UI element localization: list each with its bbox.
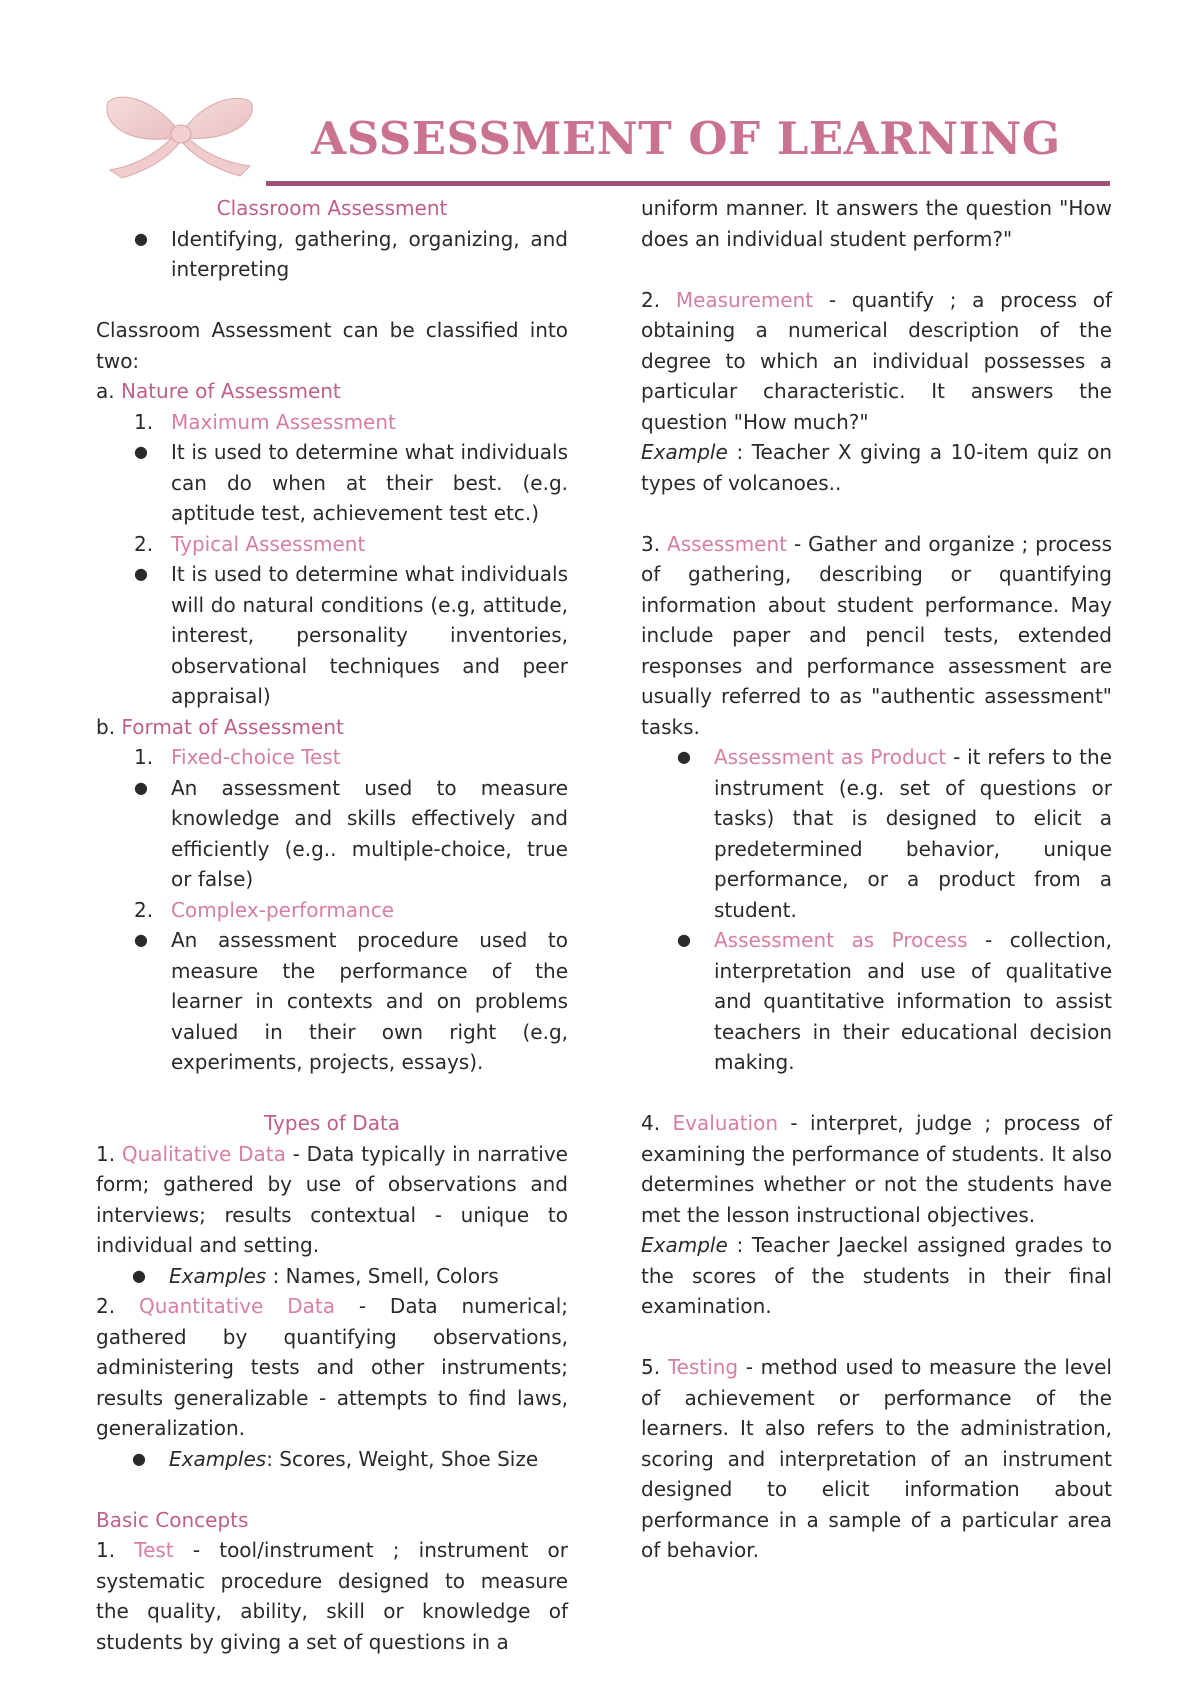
subheading-format: b. Format of Assessment [96, 714, 344, 739]
paragraph-test-cont: uniform manner. It answers the question "How does an individual student perform?" [641, 196, 1112, 251]
list-item: ● Identifying, gathering, organizing, and interpreting [96, 224, 568, 285]
list-item: 1. Maximum Assessment [134, 409, 396, 434]
page-title: ASSESSMENT OF LEARNING [311, 112, 1061, 165]
list-item: ● An assessment procedure used to measure the performance of the learner in contexts and on problems valued in their own right (e.g, experiments, projects, essays). [96, 925, 568, 1078]
list-item: ● It is used to determine what individuals will do natural conditions (e.g, attitude, interest, personality inventories, observational techniques and peer appraisal) [96, 559, 568, 712]
list-item: ● Assessment as Process - collection, interpretation and use of qualitative and quantitative information to assist teachers in their educational decision making. [641, 925, 1112, 1078]
bullet-icon: ● [134, 564, 148, 583]
bullet-icon: ● [134, 930, 148, 949]
paragraph-evaluation: 4. Evaluation - interpret, judge ; process of examining the performance of students. It also determines whether or not the students have met the lesson instructional objectives. [641, 1111, 1112, 1227]
section-heading-types: Types of Data [263, 1111, 401, 1135]
right-column [641, 193, 1112, 1566]
section-heading-basic: Basic Concepts [96, 1507, 249, 1532]
bullet-icon: ● [134, 777, 148, 797]
list-item: 2. Complex-performance [134, 897, 395, 922]
ribbon-bow-icon [100, 90, 260, 180]
paragraph-test: 1. Test - tool/instrument ; instrument or systematic procedure designed to measure the quality, ability, skill or knowledge of students by giving a set of questions in a [96, 1538, 568, 1654]
list-item: ● Examples: Scores, Weight, Shoe Size [96, 1444, 568, 1475]
list-item: ● It is used to determine what individuals can do when at their best. (e.g. aptitude test, achievement test etc.) [96, 437, 568, 529]
list-item: ● Examples : Names, Smell, Colors [96, 1261, 568, 1292]
section-heading-classroom: Classroom Assessment [216, 196, 448, 220]
paragraph-quantitative: 2. Quantitative Data - Data numerical; gathered by quantifying observations, administering tests and other instruments; results generalizable - attempts to find laws, generalization. [96, 1294, 568, 1440]
title-divider [266, 181, 1110, 186]
paragraph-assessment: 3. Assessment - Gather and organize ; process of gathering, describing or quantifying information about student performance. May include paper and pencil tests, extended responses and performance assessment are usually referred to as "authentic assessment" tasks. [641, 531, 1112, 739]
list-item: ● An assessment used to measure knowledge and skills effectively and efficiently (e.g.. multiple-choice, true or false) [96, 773, 568, 895]
bullet-icon: ● [134, 442, 148, 461]
paragraph-testing: 5. Testing - method used to measure the level of achievement or performance of the learners. It also refers to the administration, scoring and interpretation of an instrument designed to elicit information about performance in a sample of a particular area of behavior. [641, 1355, 1112, 1562]
paragraph-measurement: 2. Measurement - quantify ; a process of obtaining a numerical description of the degree to which an individual possesses a particular characteristic. It answers the question "How much?" [641, 287, 1112, 434]
list-item: 2. Typical Assessment [134, 531, 366, 556]
list-item: ● Assessment as Product - it refers to the instrument (e.g. set of questions or tasks) that is designed to elicit a predetermined behavior, unique performance, or a product from a student. [641, 742, 1112, 925]
example-measurement: Example : Teacher X giving a 10-item quiz on types of volcanoes.. [641, 440, 1112, 495]
example-evaluation: Example : Teacher Jaeckel assigned grades to the scores of the students in their final examination. [641, 1233, 1112, 1318]
bullet-icon: ● [677, 747, 691, 766]
bullet-icon: ● [132, 1448, 146, 1468]
bullet-icon: ● [134, 228, 148, 248]
left-column [96, 193, 568, 1657]
paragraph: Classroom Assessment can be classified into two: [96, 318, 568, 373]
subheading-nature: a. Nature of Assessment [96, 379, 341, 403]
bullet-icon: ● [132, 1265, 146, 1285]
paragraph-qualitative: 1. Qualitative Data - Data typically in narrative form; gathered by use of observations and interviews; results contextual - unique to individual and setting. [96, 1141, 568, 1257]
list-item: 1. Fixed-choice Test [134, 745, 341, 769]
bullet-icon: ● [677, 930, 691, 949]
